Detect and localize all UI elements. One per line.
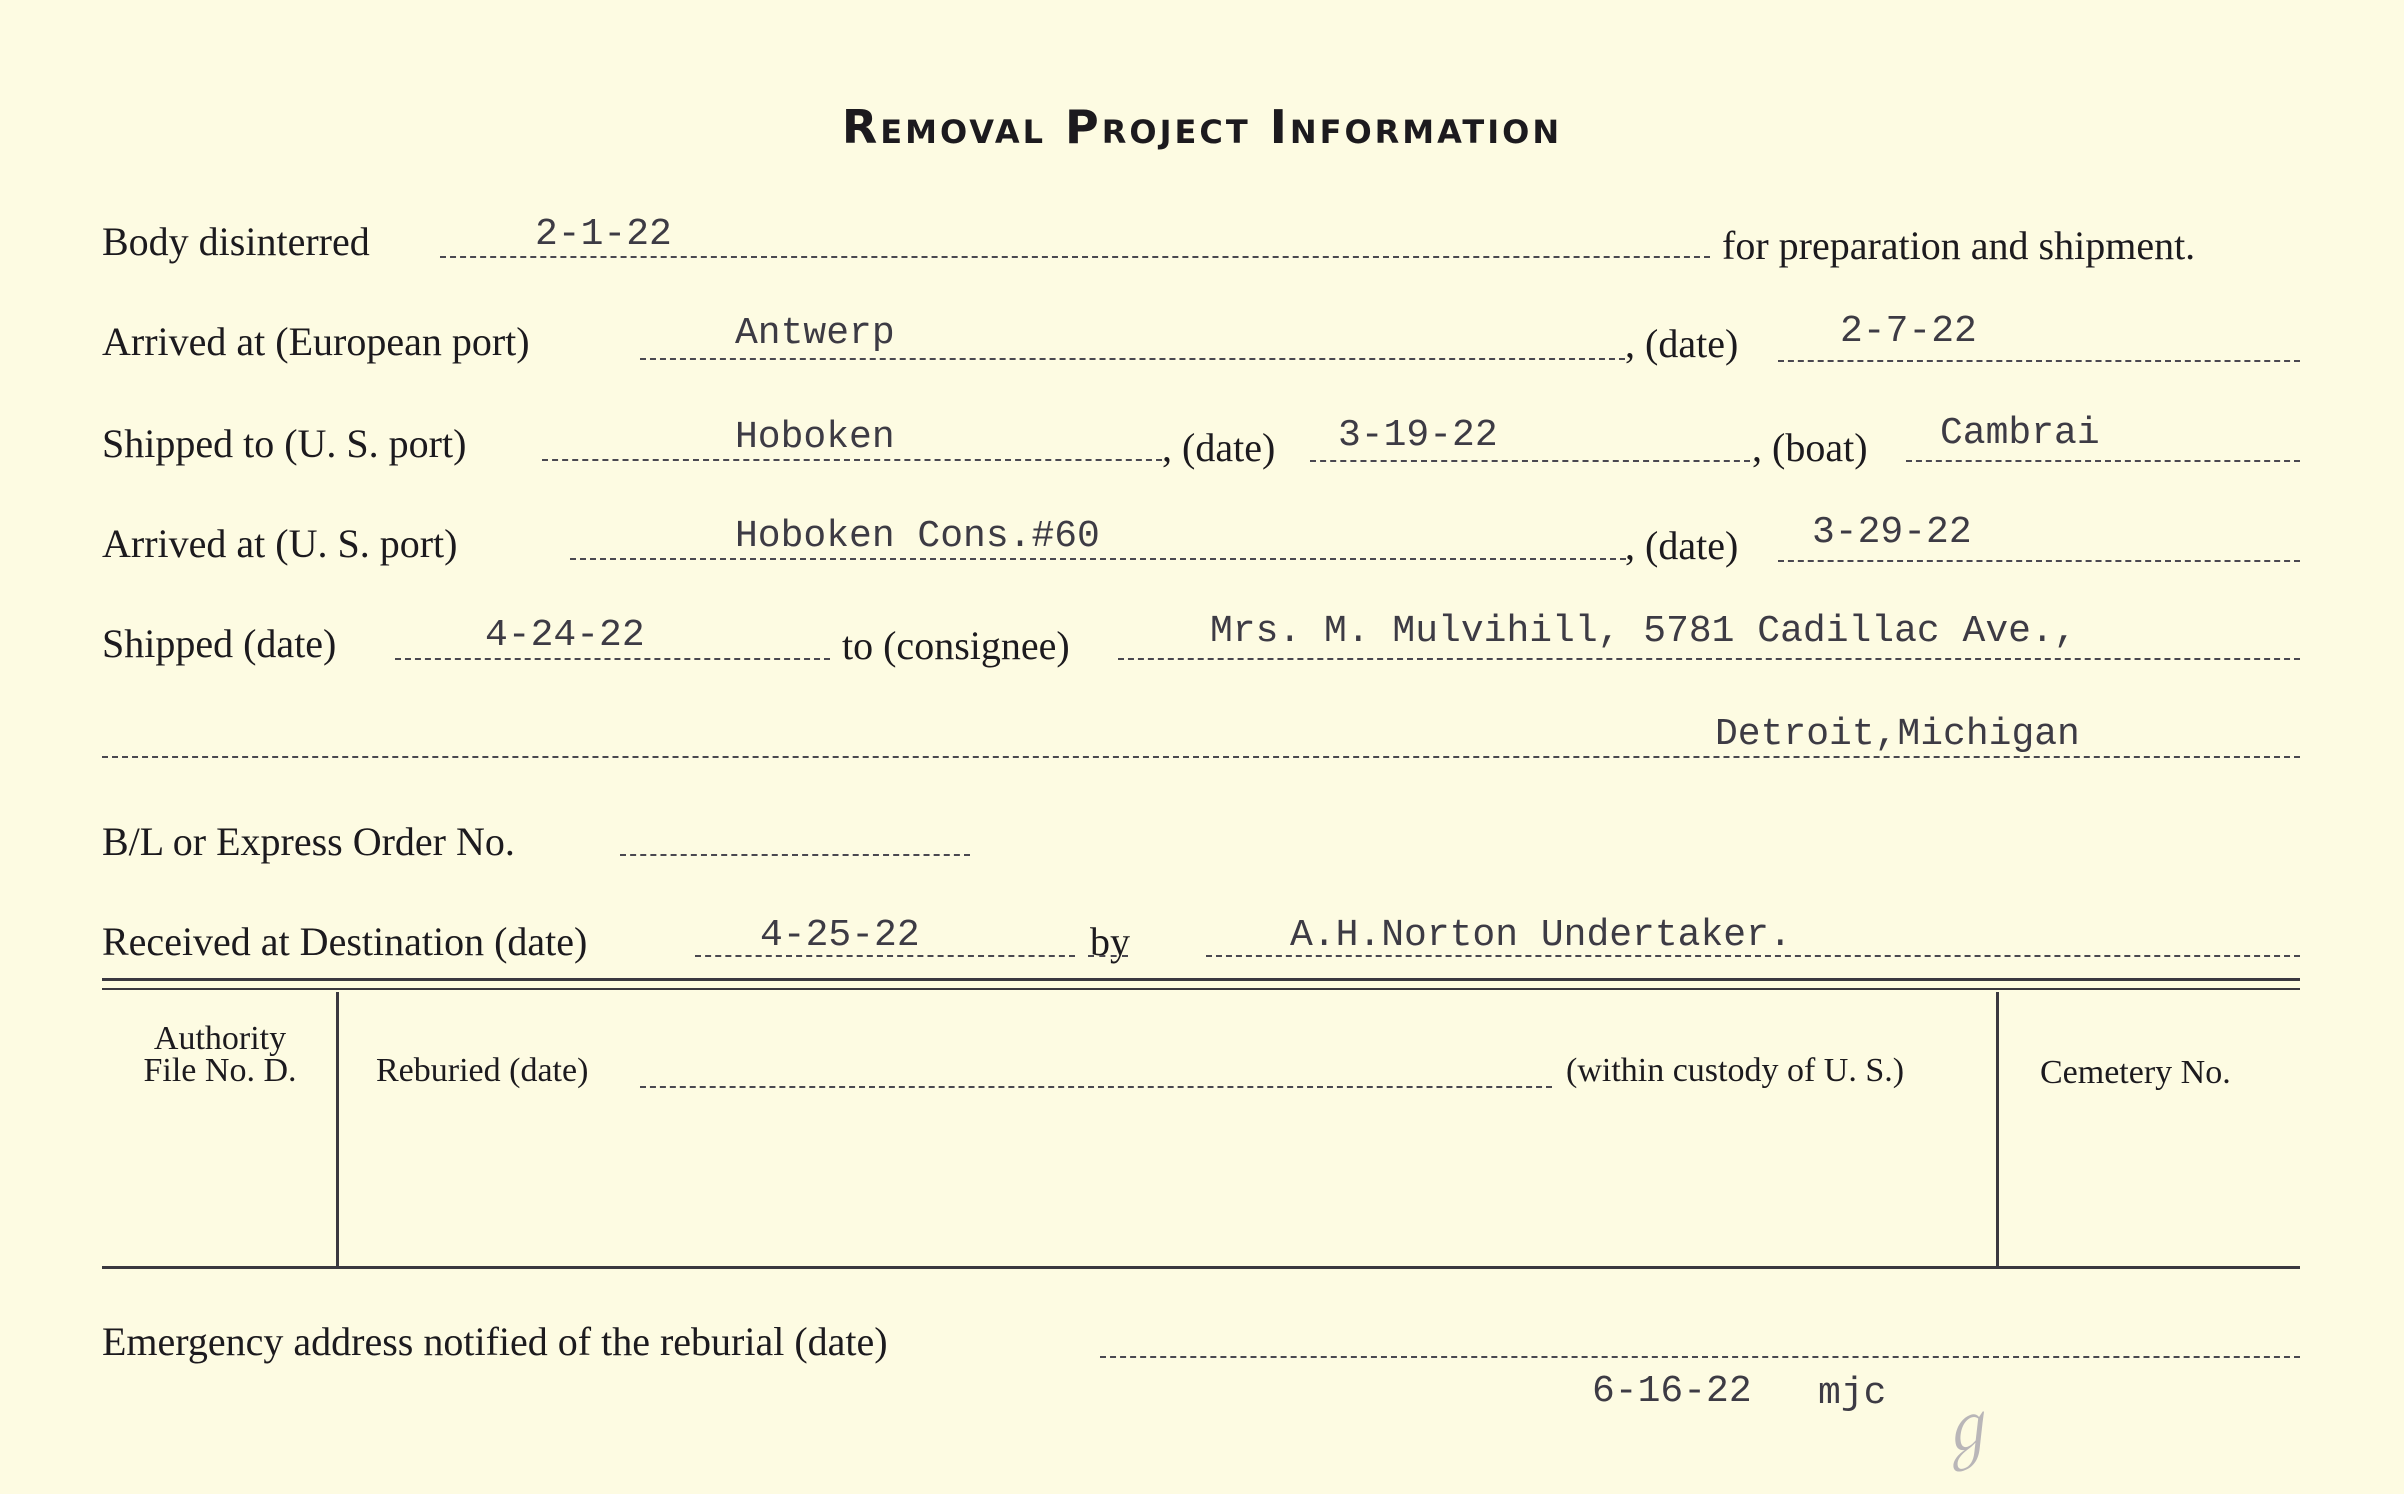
european-port-date-label: , (date) [1625, 321, 1739, 366]
clerk-initials: mjc [1818, 1372, 1887, 1415]
disinterred-value: 2-1-22 [535, 213, 672, 256]
bl-label: B/L or Express Order No. [102, 819, 515, 864]
european-port-label: Arrived at (European port) [102, 319, 530, 364]
arrived-us-value: Hoboken Cons.#60 [735, 515, 1100, 558]
shipped-us-date-value: 3-19-22 [1338, 414, 1498, 457]
arrived-us-date-dotted-line [1778, 560, 2300, 562]
received-by-value: A.H.Norton Undertaker. [1290, 914, 1792, 957]
shipped-us-date-label: , (date) [1162, 425, 1276, 470]
received-value: 4-25-22 [760, 914, 920, 957]
received-label: Received at Destination (date) [102, 919, 588, 964]
arrived-us-label: Arrived at (U. S. port) [102, 521, 458, 566]
authority-label-line1: Authority [153, 1020, 287, 1057]
emergency-date-value: 6-16-22 [1592, 1370, 1752, 1413]
received-by-label: by [1090, 919, 1130, 964]
emergency-dotted-line [1100, 1356, 2300, 1358]
shipped-date-value: 4-24-22 [485, 614, 645, 657]
card-title: Removal Project Information [841, 100, 1563, 154]
european-port-date-dotted-line [1778, 360, 2300, 362]
arrived-us-dotted-line [570, 558, 1626, 560]
shipped-us-date-dotted-line [1310, 460, 1750, 462]
european-port-value: Antwerp [735, 312, 895, 355]
table-bottom-rule [102, 1266, 2300, 1269]
table-divider-left [336, 992, 339, 1266]
shipped-us-boat-value: Cambrai [1940, 412, 2100, 455]
shipped-us-label: Shipped to (U. S. port) [102, 421, 467, 466]
shipped-us-boat-dotted-line [1906, 460, 2300, 462]
consignee-label: to (consignee) [842, 623, 1070, 668]
received-by-lead-dots [1088, 955, 1128, 957]
european-port-date-value: 2-7-22 [1840, 310, 1977, 353]
european-port-dotted-line [640, 358, 1625, 360]
shipped-us-boat-label: , (boat) [1752, 425, 1868, 470]
cemetery-label: Cemetery No. [2040, 1054, 2231, 1091]
reburied-dotted-line [640, 1086, 1552, 1088]
emergency-label: Emergency address notified of the reburial (date) [102, 1319, 888, 1364]
shipped-date-label: Shipped (date) [102, 621, 337, 666]
shipped-date-dotted-line [395, 658, 830, 660]
shipped-us-dotted-line [542, 459, 1162, 461]
consignee-value: Mrs. M. Mulvihill, 5781 Cadillac Ave., [1210, 610, 2077, 653]
arrived-us-date-value: 3-29-22 [1812, 511, 1972, 554]
table-top-rule [102, 978, 2300, 981]
disinterred-suffix: for preparation and shipment. [1722, 223, 2196, 268]
consignee-dotted-line [1118, 658, 2300, 660]
custody-label: (within custody of U. S.) [1566, 1052, 1905, 1089]
table-top-rule-inner [102, 988, 2300, 990]
shipped-us-value: Hoboken [735, 416, 895, 459]
reburied-label: Reburied (date) [376, 1052, 589, 1089]
pencil-mark-icon: ℊ [1921, 1386, 2006, 1477]
consignee-line2-dotted-line [102, 756, 2300, 758]
arrived-us-date-label: , (date) [1625, 523, 1739, 568]
disinterred-dotted-line [440, 256, 1710, 258]
table-divider-right [1996, 992, 1999, 1266]
authority-label-line2: File No. D. [143, 1052, 297, 1089]
consignee-line2-value: Detroit,Michigan [1715, 713, 2080, 756]
bl-dotted-line [620, 854, 970, 856]
disinterred-label: Body disinterred [102, 219, 370, 264]
